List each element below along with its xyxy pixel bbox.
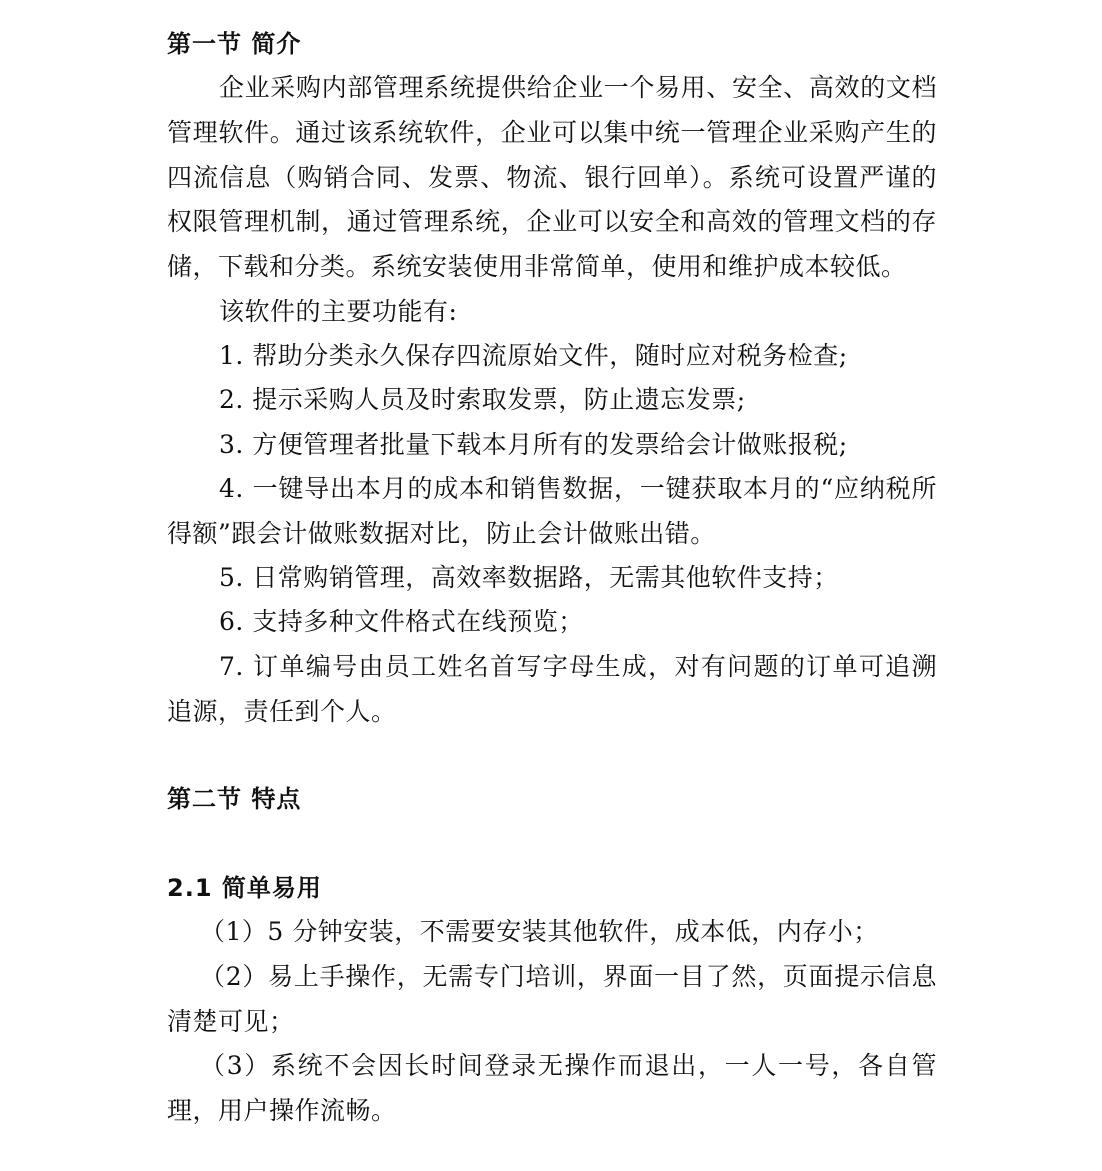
section-1-heading: 第一节 简介 — [167, 30, 302, 58]
features-intro: 该软件的主要功能有: — [219, 297, 458, 326]
feature-item-1: 1. 帮助分类永久保存四流原始文件，随时应对税务检查; — [219, 341, 848, 370]
section-2-heading: 第二节 特点 — [167, 785, 302, 813]
feature-item-3: 3. 方便管理者批量下载本月所有的发票给会计做账报税; — [219, 430, 848, 459]
intro-paragraph: 企业采购内部管理系统提供给企业一个易用、安全、高效的文档管理软件。通过该系统软件，企业可以集中统一管理企业采购产生的四流信息（购销合同、发票、物流、银行回单）。系统可设置严谨的权限管理机制，通过管理系统，企业可以安全和高效的管理文档的存储，下载和分类。系统安装使用非常简单，使用和维护成本较低。 — [167, 73, 937, 282]
subsection-2-1-heading: 2.1 简单易用 — [167, 874, 322, 902]
feature-item-4: 4. 一键导出本月的成本和销售数据，一键获取本月的“应纳税所得额”跟会计做账数据对比，防止会计做账出错。 — [167, 474, 937, 548]
feature-item-5: 5. 日常购销管理，高效率数据路，无需其他软件支持； — [219, 563, 839, 592]
feature-detail-2: （2）易上手操作，无需专门培训，界面一目了然，页面提示信息清楚可见； — [167, 962, 937, 1036]
feature-detail-3: （3）系统不会因长时间登录无操作而退出，一人一号，各自管理，用户操作流畅。 — [167, 1051, 937, 1125]
feature-item-2: 2. 提示采购人员及时索取发票，防止遗忘发票; — [219, 385, 746, 414]
feature-item-7: 7. 订单编号由员工姓名首写字母生成，对有问题的订单可追溯追源，责任到个人。 — [167, 652, 937, 726]
feature-detail-1: （1）5 分钟安装，不需要安装其他软件，成本低，内存小； — [200, 917, 879, 946]
feature-item-6: 6. 支持多种文件格式在线预览； — [219, 607, 584, 636]
